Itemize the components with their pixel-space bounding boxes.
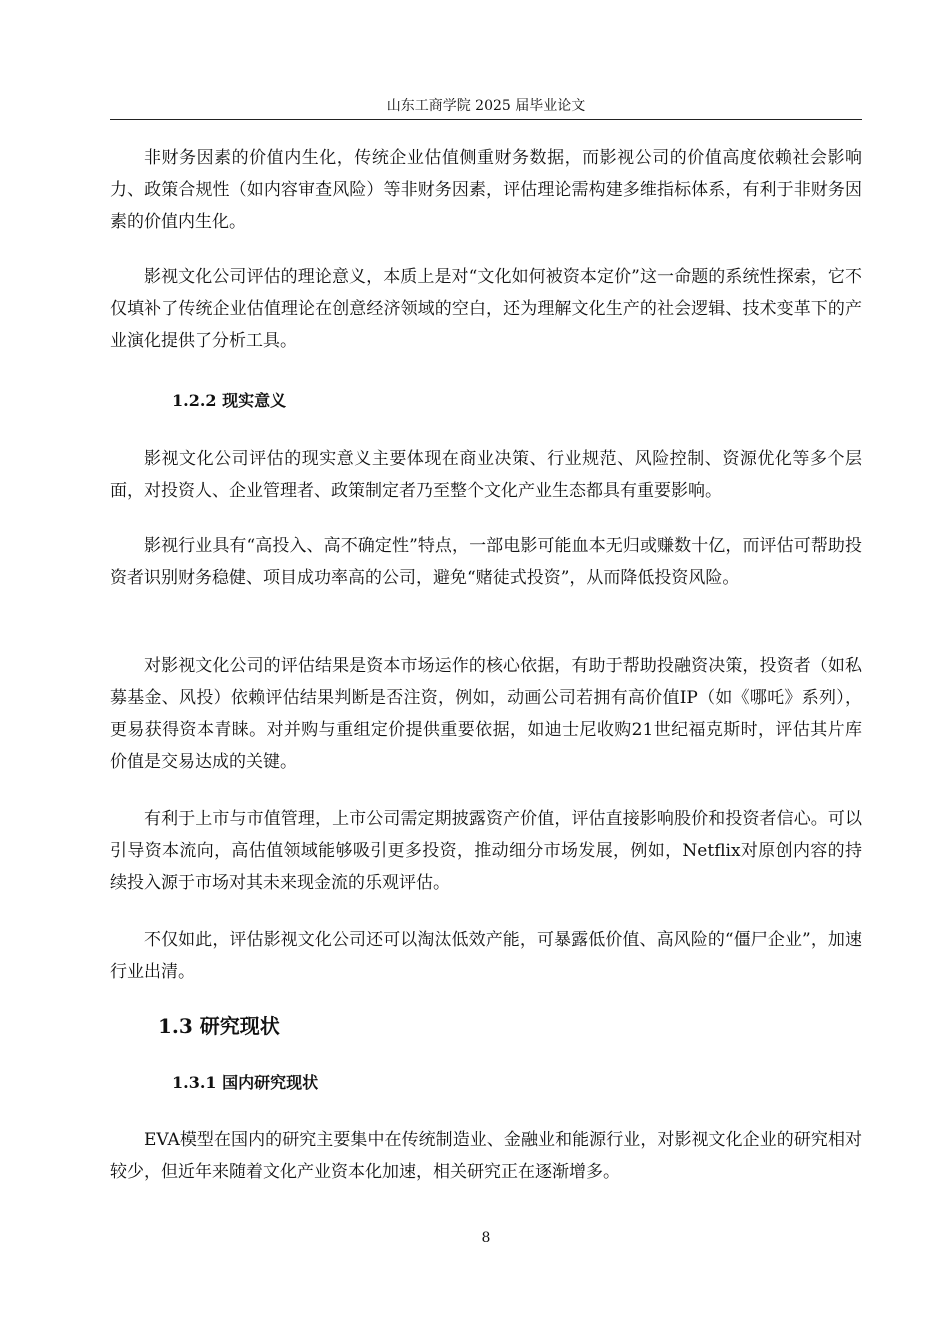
page-number: 8 (481, 1230, 491, 1246)
paragraph-capital-market: 对影视文化公司的评估结果是资本市场运作的核心依据，有助于帮助投融资决策，投资者（如私募基金、风投）依赖评估结果判断是否注资，例如，动画公司若拥有高价值IP（如《哪吒》系列），更易获得资本青睐。对并购与重组定价提供重要依据，如迪士尼收购21世纪福克斯时，评估其片库价值是交易达成的关键。 (110, 656, 862, 772)
heading-1-2-2: 1.2.2 现实意义 (172, 391, 287, 410)
paragraph-eliminate-capacity: 不仅如此，评估影视文化公司还可以淘汰低效产能，可暴露低价值、高风险的“僵尸企业”，加速行业出清。 (110, 930, 862, 982)
paragraph-practical-significance: 影视文化公司评估的现实意义主要体现在商业决策、行业规范、风险控制、资源优化等多个层面，对投资人、企业管理者、政策制定者乃至整个文化产业生态都具有重要影响。 (110, 449, 862, 501)
running-header: 山东工商学院 2025 届毕业论文 (386, 98, 586, 114)
header-divider (110, 119, 862, 120)
paragraph-theoretical-significance: 影视文化公司评估的理论意义，本质上是对“文化如何被资本定价”这一命题的系统性探索，它不仅填补了传统企业估值理论在创意经济领域的空白，还为理解文化生产的社会逻辑、技术变革下的产业演化提供了分析工具。 (110, 267, 862, 351)
paragraph-nonfinancial-factors: 非财务因素的价值内生化，传统企业估值侧重财务数据，而影视公司的价值高度依赖社会影响力、政策合规性（如内容审查风险）等非财务因素，评估理论需构建多维指标体系，有利于非财务因素的价值内生化。 (110, 148, 862, 232)
heading-1-3: 1.3 研究现状 (158, 1014, 280, 1038)
paragraph-investment-risk: 影视行业具有“高投入、高不确定性”特点，一部电影可能血本无归或赚数十亿，而评估可帮助投资者识别财务稳健、项目成功率高的公司，避免“赌徒式投资”，从而降低投资风险。 (110, 536, 862, 588)
paragraph-domestic-research: EVA模型在国内的研究主要集中在传统制造业、金融业和能源行业，对影视文化企业的研究相对较少，但近年来随着文化产业资本化加速，相关研究正在逐渐增多。 (110, 1130, 862, 1182)
paragraph-listing-market-value: 有利于上市与市值管理，上市公司需定期披露资产价值，评估直接影响股价和投资者信心。可以引导资本流向，高估值领域能够吸引更多投资，推动细分市场发展，例如，Netflix对原创内容的持续投入源于市场对其未来现金流的乐观评估。 (110, 809, 862, 893)
heading-1-3-1: 1.3.1 国内研究现状 (172, 1073, 319, 1092)
